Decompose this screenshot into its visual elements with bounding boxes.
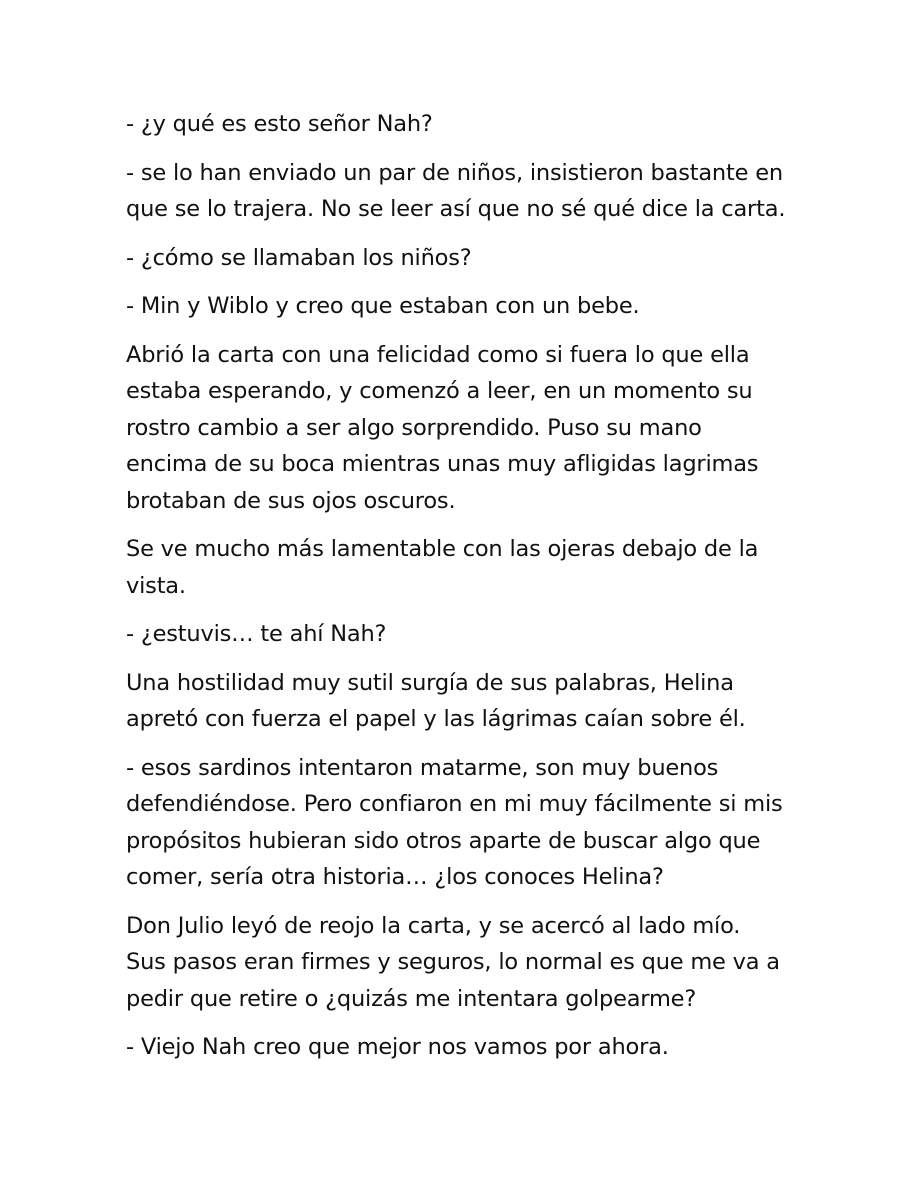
paragraph-1: - ¿y qué es esto señor Nah? — [126, 111, 433, 137]
paragraph-6: Se ve mucho más lamentable con las ojeras debajo de la vista. — [126, 536, 759, 599]
paragraph-10: Don Julio leyó de reojo la carta, y se acercó al lado mío. Sus pasos eran firmes y seguros, lo normal es que me va a pedir que retire o ¿quizás me intentara golpearme? — [126, 912, 780, 1012]
paragraph-9: - esos sardinos intentaron matarme, son muy buenos defendiéndose. Pero confiaron en mi muy fácilmente si mis propósitos hubieran sido otros aparte de buscar algo que comer, sería otra historia… ¿los conoces Helina? — [126, 754, 783, 890]
paragraph-8: Una hostilidad muy sutil surgía de sus palabras, Helina apretó con fuerza el papel y las lágrimas caían sobre él. — [126, 669, 746, 732]
text-column — [126, 106, 786, 1066]
paragraph-7: - ¿estuvis… te ahí Nah? — [126, 621, 387, 647]
paragraph-11: - Viejo Nah creo que mejor nos vamos por ahora. — [126, 1034, 669, 1060]
paragraph-5: Abrió la carta con una felicidad como si fuera lo que ella estaba esperando, y comenzó a leer, en un momento su rostro cambio a ser algo sorprendido. Puso su mano encima de su boca mientras unas muy afligidas lagrimas brotaban de sus ojos oscuros. — [126, 341, 759, 514]
paragraph-3: - ¿cómo se llamaban los niños? — [126, 244, 472, 271]
paragraph-2: - se lo han enviado un par de niños, insistieron bastante en que se lo trajera. No se leer así que no sé qué dice la carta. — [126, 159, 786, 222]
paragraph-4: - Min y Wiblo y creo que estaban con un bebe. — [126, 293, 640, 319]
